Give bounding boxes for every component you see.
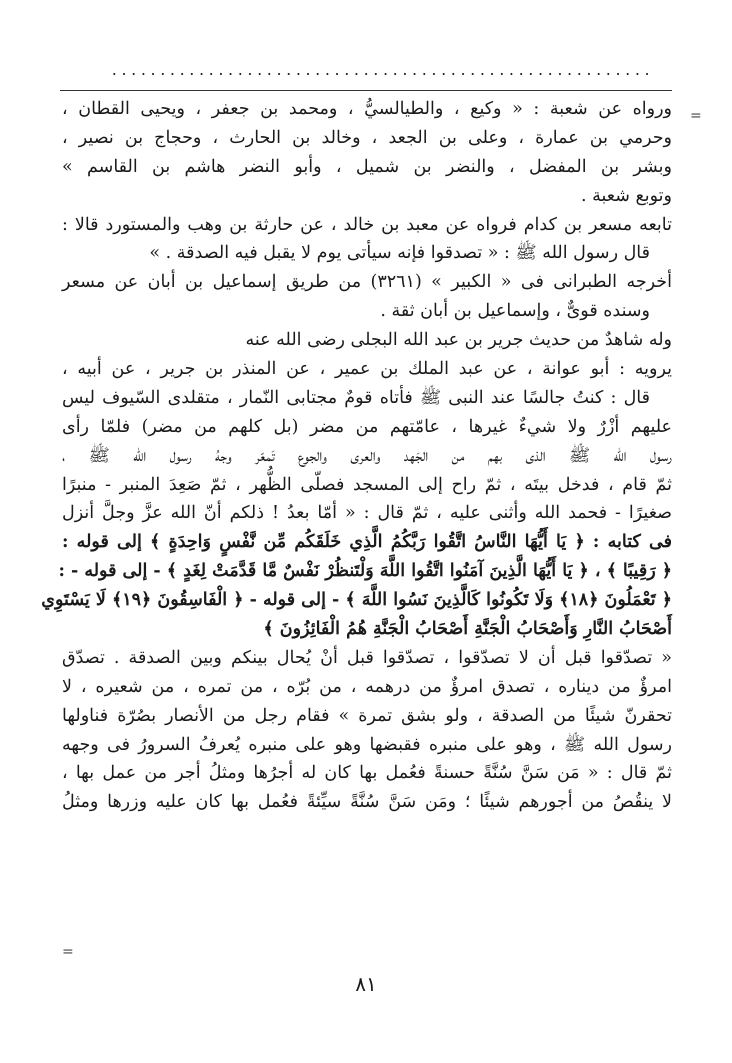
text-line: وحرمي بن عمارة ، وعلى بن الجعد ، وخالد بن الحارث ، وحجاج بن نصير ، (62, 127, 672, 148)
text-line: تحقرنّ شيئًا من الصدقة ، ولو بشق تمرة » فقام رجل من الأنصار بصُرّة فناولها (62, 705, 672, 726)
text-line: ثمّ قال : « مَن سَنَّ سُنَّةً حسنةً فعُمل بها كان له أجرُها ومثلُ أجر من عمل بها ، (62, 763, 672, 784)
text-line: « تصدّقوا قبل أن لا تصدّقوا ، تصدّقوا قبل أنْ يُحال بينكم وبين الصدقة . تصدّق (62, 647, 672, 668)
text-line: وسنده قوىٌّ ، وإسماعيل بن أبان ثقة . (380, 301, 650, 322)
text-line: لا ينقُصُ من أجورهم شيئًا ؛ ومَن سَنَّ سُنَّةً سيِّئةً فعُمل بها كان عليه وزرها ومثلُ (62, 792, 672, 813)
text-line: يرويه : أبو عوانة ، عن عبد الملك بن عمير ، عن المنذر بن جرير ، عن أبيه ، (62, 359, 672, 380)
margin-mark-top: = (690, 108, 702, 124)
text-line: وبشر بن المفضل ، والنضر بن شميل ، وأبو النضر هاشم بن القاسم » (62, 156, 672, 177)
text-line: أخرجه الطبرانى فى « الكبير » (٣٢٦١) من طريق إسماعيل بن أبان عن مسعر (62, 272, 672, 293)
quran-verse-line: ﴿ رَقِيبًا ﴾ ، ﴿ يَا أَيُّهَا الَّذِينَ آمَنُوا اتَّقُوا اللَّهَ وَلْتَنظُرْ نَفْسٌ مَّا قَدَّمَتْ لِغَدٍ ﴾ - إلى قوله - : (58, 561, 672, 582)
quran-verse-line: أَصْحَابُ النَّارِ وَأَصْحَابُ الْجَنَّةِ أَصْحَابُ الْجَنَّةِ هُمُ الْفَائِزُونَ ﴾ (263, 619, 672, 640)
text-line: وله شاهدٌ من حديث جرير بن عبد الله البجلى رضى الله عنه (245, 330, 672, 351)
text-line: قال : كنتُ جالسًا عند النبى ﷺ فأتاه قومٌ مجتابى النّمار ، متقلدى السّيوف ليس (62, 387, 650, 408)
text-line: وتوبع شعبة . (580, 185, 672, 206)
text-line: رسول الله ﷺ الذى بهم من الجَهد والعرى والجوع تَمعّر وجهُ رسول الله ﷺ ، (62, 445, 672, 466)
page-text (41, 95, 672, 817)
quran-verse-line: ﴿ تَعْمَلُونَ ﴿١٨﴾ وَلَا تَكُونُوا كَالَّذِينَ نَسُوا اللَّهَ ﴾ - إلى قوله - ﴿ الْفَاسِقُونَ ﴿١٩﴾ لَا يَسْتَوِي (41, 590, 672, 611)
text-line: رسول الله ﷺ ، وهو على منبره فقبضها وهو على منبره يُعرفُ السرورُ فى وجهه (62, 734, 672, 755)
text-line: امرؤٌ من ديناره ، تصدق امرؤٌ من درهمه ، من بُرّه ، من تمره ، من شعيره ، لا (62, 676, 672, 697)
margin-mark-bottom: = (62, 944, 74, 960)
separator-dots: ........................................................ (111, 60, 655, 79)
text-line: ثمّ قام ، فدخل بيتَه ، ثمّ راح إلى المسجد فصلّى الظُّهر ، ثمّ صَعِدَ المنبر - منبرًا (62, 474, 672, 495)
text-line: قال رسول الله ﷺ : « تصدقوا فإنه سيأتى يوم لا يقبل فيه الصدقة . » (149, 243, 650, 264)
text-line: عليهم أزْرٌ ولا شيءٌ غيرها ، عامّتهم من مضر (بل كلهم من مضر) فلمّا رأى (62, 416, 672, 437)
quran-verse-line: فى كتابه : ﴿ يَا أَيُّهَا النَّاسُ اتَّقُوا رَبَّكُمُ الَّذِي خَلَقَكُم مِّن نَّفْسٍ وَاحِدَةٍ ﴾ إلى قوله : (62, 532, 672, 553)
text-line: صغيرًا - فحمد الله وأثنى عليه ، ثمّ قال : « أمّا بعدُ ! ذلكم أنّ الله عزَّ وجلَّ أنزل (62, 503, 672, 524)
text-line: ورواه عن شعبة : « وكيع ، والطيالسيُّ ، ومحمد بن جعفر ، ويحيى القطان ، (62, 99, 672, 119)
text-line: تابعه مسعر بن كدام فرواه عن معبد بن خالد ، عن حارثة بن وهب والمستورد قالا : (62, 214, 672, 235)
header-rule (60, 90, 672, 91)
page-number: ٨١ (355, 972, 377, 996)
